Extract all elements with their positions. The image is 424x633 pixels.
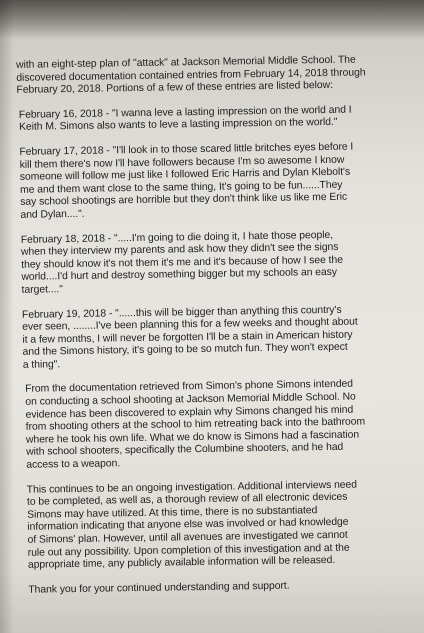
entry-feb-18 bbox=[11, 228, 408, 297]
intro-paragraph bbox=[8, 54, 405, 98]
text-line: when they interview my parents and ask how they didn't see the signs bbox=[20, 241, 339, 258]
text-line: it a few months, I will never be forgotten I'll be a stain in American history bbox=[22, 329, 353, 346]
text-line: Thank you for your continued understanding and support. bbox=[28, 580, 290, 596]
text-line: world....I'd hurt and destroy something bigger but my schools an easy bbox=[21, 267, 338, 284]
entry-feb-17 bbox=[9, 141, 406, 223]
text-line: to be completed, as well as, a thorough review of all electronic devices bbox=[26, 491, 348, 508]
text-line: with school shooters, specifically the Columbine shooters, and he had bbox=[26, 442, 344, 459]
text-line: This continues to be an ongoing investigation. Additional interviews need bbox=[26, 479, 358, 496]
text-line: rule out any possibility. Upon completion of this investigation and at the bbox=[27, 542, 350, 559]
text-line: someone will follow me just like I followed Eric Harris and Dylan Klebolt's bbox=[19, 166, 351, 183]
text-line: they should know it's not them it's me and it's because of how I see the bbox=[21, 254, 344, 271]
text-line: evidence has been discovered to explain why Simons changed his mind bbox=[25, 404, 354, 421]
text-line: February 16, 2018 - "I wanna leve a lasting impression on the world and I bbox=[18, 104, 352, 121]
text-line: where he took his own life. What we do know is Simons had a fascination bbox=[25, 429, 360, 446]
text-line: and Dylan....". bbox=[20, 208, 85, 221]
text-line: say school shootings are horrible but they don't think like us like me Eric bbox=[20, 192, 348, 209]
text-line: February 19, 2018 - "......this will be bigger than anything this country's bbox=[21, 304, 342, 321]
entry-feb-16 bbox=[9, 104, 405, 135]
text-line: ever seen, ........I've been planning this for a few weeks and thought about bbox=[22, 316, 358, 333]
document-page bbox=[8, 54, 413, 610]
top-shadow bbox=[0, 0, 424, 40]
text-line: From the documentation retrieved from Simon's phone Simons intended bbox=[25, 379, 354, 396]
text-line: February 20, 2018. Portions of a few of these entries are listed below: bbox=[16, 80, 333, 97]
text-line: Keith M. Simons also wants to leve a lasting impression on the world." bbox=[18, 117, 338, 134]
text-line: target...." bbox=[21, 284, 63, 296]
investigation-paragraph bbox=[15, 478, 412, 572]
text-line: a thing". bbox=[22, 359, 61, 371]
text-line: February 18, 2018 - ".....I'm going to die doing it, I hate those people, bbox=[20, 229, 334, 246]
closing-paragraph bbox=[16, 578, 412, 597]
text-line: with an eight-step plan of "attack" at Jackson Memorial Middle School. The bbox=[15, 54, 356, 71]
findings-paragraph bbox=[13, 378, 410, 472]
text-line: February 17, 2018 - "I'll look in to those scared little britches eyes before I bbox=[19, 141, 354, 158]
text-line: appropriate time, any publicly available information will be released. bbox=[27, 555, 336, 571]
text-line: me and them want close to the same thing, It's going to be fun......They bbox=[19, 179, 343, 196]
text-line: information indicating that anyone else was involved or had knowledge bbox=[27, 517, 349, 534]
text-line: and the Simons history, it's going to be so mutch fun. They won't expect bbox=[22, 341, 348, 359]
text-line: kill them there's now I'll have followers because I'm so awesome I know bbox=[19, 154, 345, 171]
text-line: access to a weapon. bbox=[26, 458, 121, 471]
entry-feb-19 bbox=[12, 303, 409, 372]
text-line: of Simons' plan. However, until all avenues are investigated we cannot bbox=[27, 529, 348, 546]
text-line: from shooting others at the school to him retreating back into the bathroom bbox=[25, 416, 366, 434]
text-line: on conducting a school shooting at Jackson Memorial Middle School. No bbox=[25, 391, 356, 408]
text-line: Simons may have utilized. At this time, there is no substantiated bbox=[27, 505, 318, 521]
text-line: discovered documentation contained entries from February 14, 2018 through bbox=[16, 66, 366, 84]
